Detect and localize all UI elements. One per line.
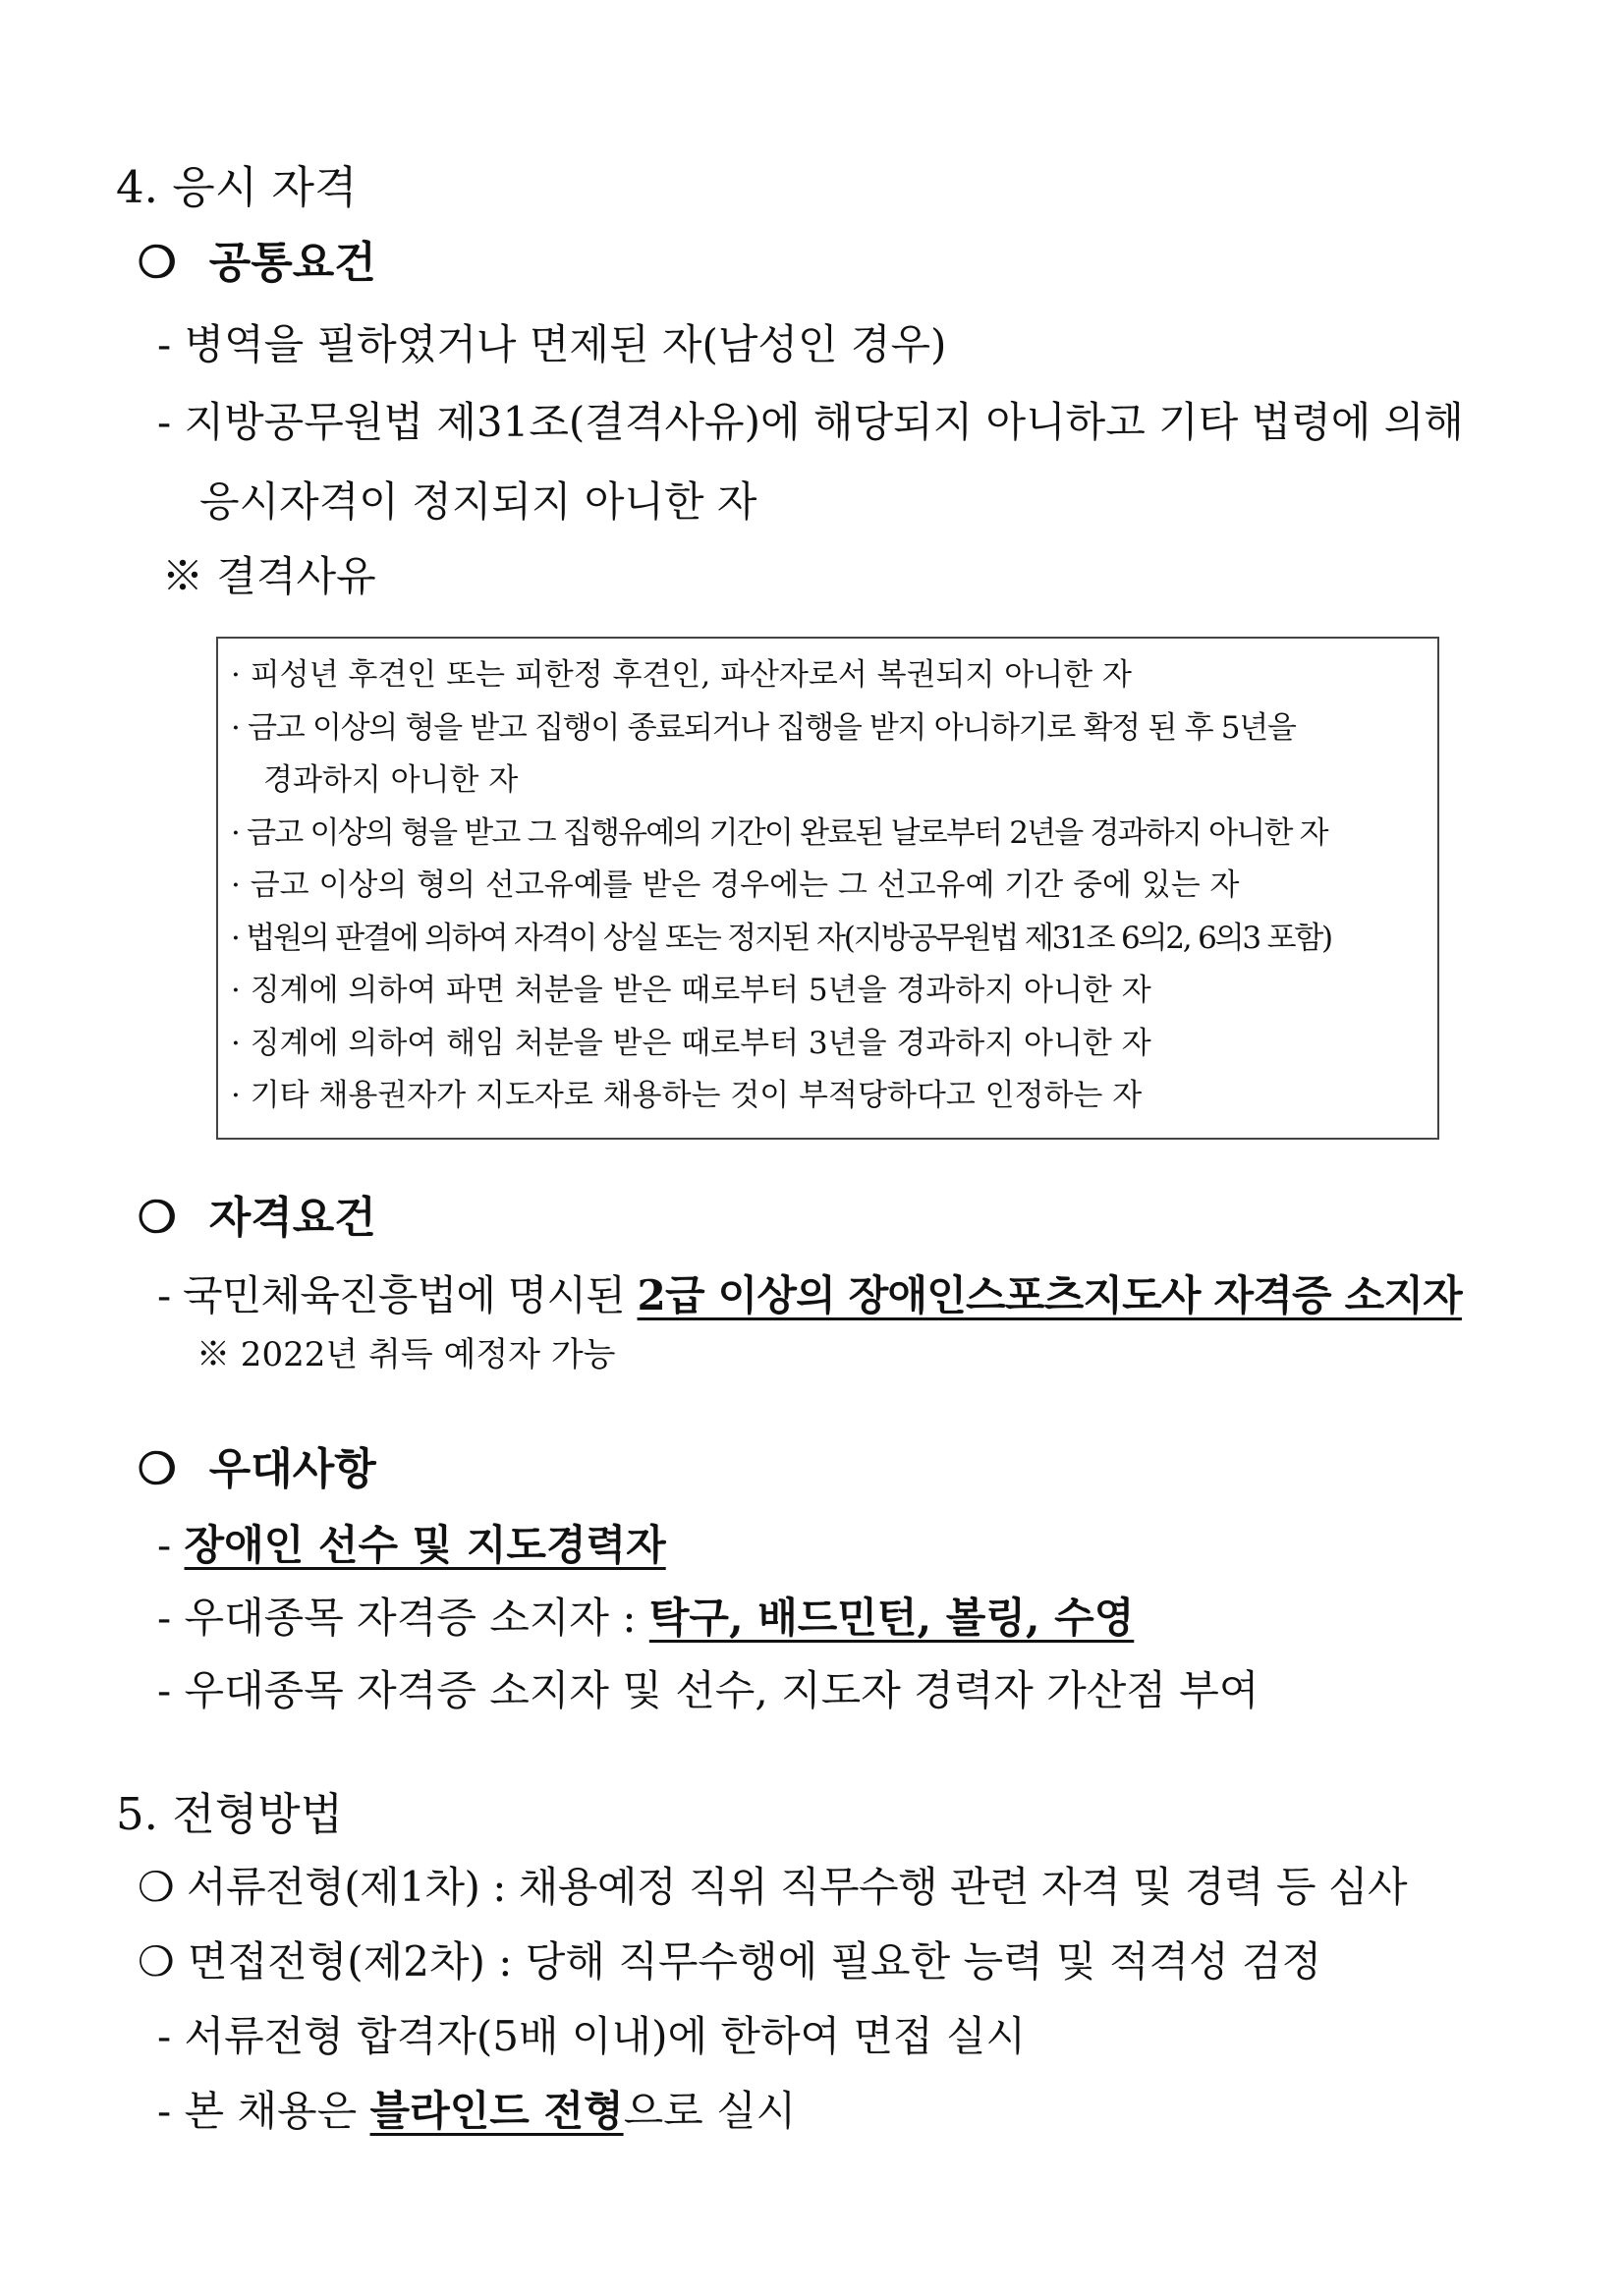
- box-line-5: · 법원의 판결에 의하여 자격이 상실 또는 정지된 자(지방공무원법 제31조 6의2, 6의3 포함): [231, 921, 1331, 956]
- preference-item-bonus: - 우대종목 자격증 소지자 및 선수, 지도자 경력자 가산점 부여: [157, 1666, 1260, 1714]
- screening-interview: ❍ 면접전형(제2차) : 당해 직무수행에 필요한 능력 및 적격성 검정: [138, 1937, 1322, 1986]
- screening-interview-detail: - 서류전형 합격자(5배 이내)에 한하여 면접 실시: [157, 2012, 1027, 2060]
- screening-document: ❍ 서류전형(제1차) : 채용예정 직위 직무수행 관련 자격 및 경력 등 심사: [138, 1863, 1408, 1911]
- preference-item-sports: - 우대종목 자격증 소지자 : 탁구, 배드민턴, 볼링, 수영: [157, 1594, 1135, 1642]
- qualification-highlight: 2급 이상의 장애인스포츠지도사 자격증 소지자: [637, 1271, 1462, 1319]
- box-line-2-cont: 경과하지 아니한 자: [263, 762, 519, 798]
- screening-blind: - 본 채용은 블라인드 전형으로 실시: [157, 2087, 797, 2135]
- preference-heading: ❍ 우대사항: [138, 1444, 376, 1494]
- qualification-item: - 국민체육진흥법에 명시된 2급 이상의 장애인스포츠지도사 자격증 소지자: [157, 1271, 1462, 1319]
- disqualification-note: ※ 결격사유: [162, 552, 376, 600]
- circle-bullet-icon: ❍: [138, 238, 177, 288]
- box-line-7: · 징계에 의하여 해임 처분을 받은 때로부터 3년을 경과하지 아니한 자: [231, 1026, 1151, 1061]
- blind-screening-highlight: 블라인드 전형: [369, 2087, 624, 2135]
- preference-experience-highlight: 장애인 선수 및 지도경력자: [184, 1521, 666, 1569]
- box-line-8: · 기타 채용권자가 지도자로 채용하는 것이 부적당하다고 인정하는 자: [231, 1078, 1143, 1113]
- circle-bullet-icon: ❍: [138, 1444, 177, 1494]
- preference-item-experience: - 장애인 선수 및 지도경력자: [157, 1521, 666, 1569]
- box-line-6: · 징계에 의하여 파면 처분을 받은 때로부터 5년을 경과하지 아니한 자: [231, 973, 1151, 1008]
- section-5-title: 5. 전형방법: [116, 1788, 344, 1840]
- circle-bullet-icon: ❍: [138, 1193, 177, 1243]
- common-item-disqualification: - 지방공무원법 제31조(결격사유)에 해당되지 아니하고 기타 법령에 의해: [157, 398, 1464, 446]
- box-line-4: · 금고 이상의 형의 선고유예를 받은 경우에는 그 선고유예 기간 중에 있는 자: [231, 868, 1240, 903]
- common-item-military: - 병역을 필하였거나 면제된 자(남성인 경우): [157, 320, 947, 368]
- common-requirements-heading: ❍ 공통요건: [138, 238, 376, 288]
- qualification-note: ※ 2022년 취득 예정자 가능: [196, 1335, 616, 1374]
- box-line-1: · 피성년 후견인 또는 피한정 후견인, 파산자로서 복권되지 아니한 자: [231, 657, 1132, 693]
- box-line-3: · 금고 이상의 형을 받고 그 집행유예의 기간이 완료된 날로부터 2년을 경과하지 아니한 자: [231, 815, 1327, 851]
- qualification-heading: ❍ 자격요건: [138, 1193, 376, 1243]
- box-line-2: · 금고 이상의 형을 받고 집행이 종료되거나 집행을 받지 아니하기로 확정 된 후 5년을: [231, 710, 1296, 746]
- section-4-title: 4. 응시 자격: [116, 161, 358, 213]
- common-item-disqualification-cont: 응시자격이 정지되지 아니한 자: [199, 477, 757, 526]
- preference-sports-highlight: 탁구, 배드민턴, 볼링, 수영: [648, 1594, 1135, 1642]
